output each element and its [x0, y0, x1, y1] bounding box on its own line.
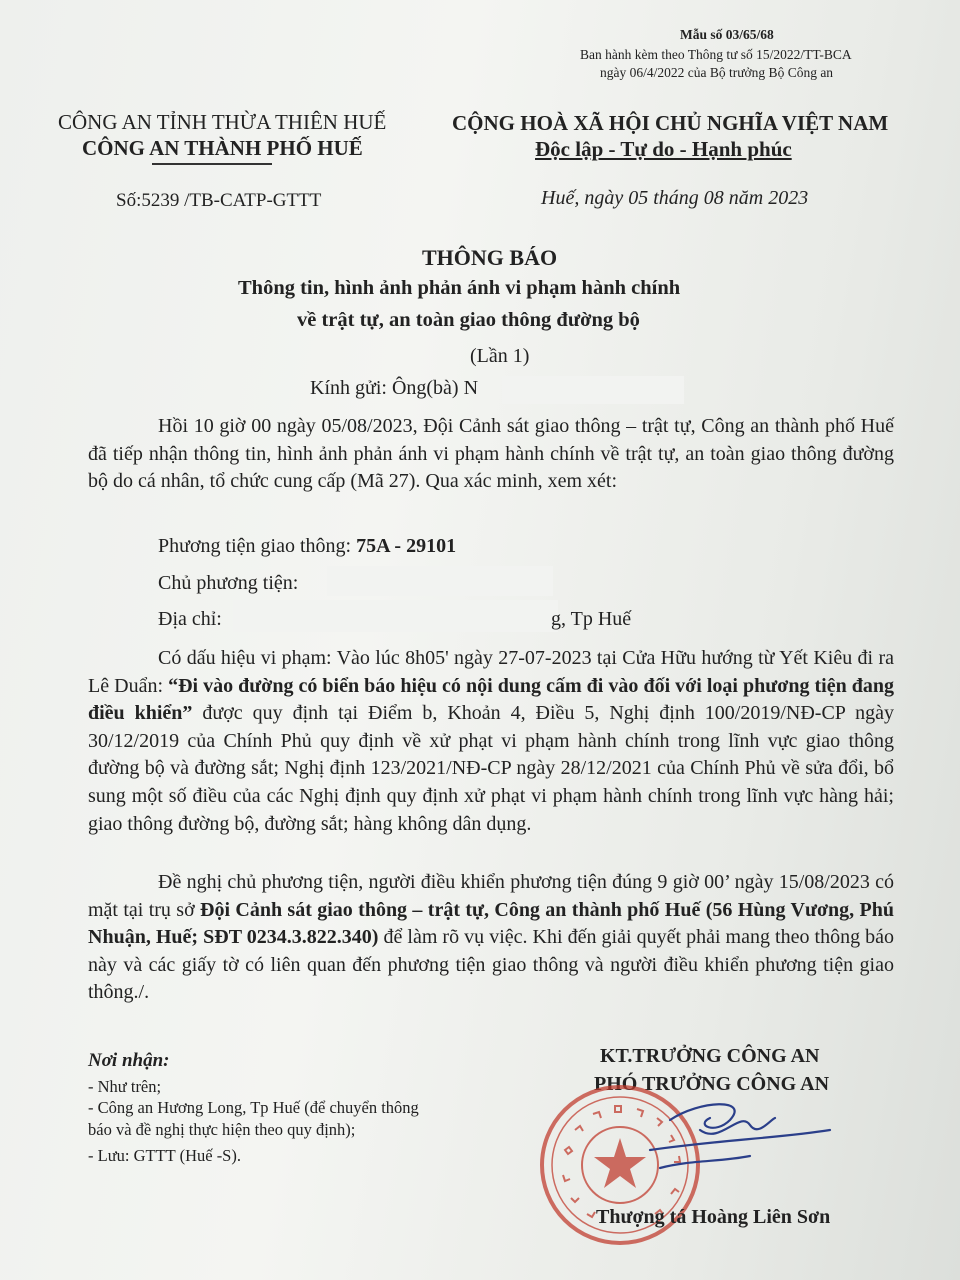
redaction-address: [233, 600, 558, 632]
signer-role-2: PHÓ TRƯỞNG CÔNG AN: [594, 1073, 830, 1095]
owner-label: Chủ phương tiện:: [158, 572, 299, 594]
address-label: Địa chỉ:: [158, 608, 222, 630]
agency-underline: [152, 163, 272, 165]
vehicle-line: Phương tiện giao thông: 75A - 29101: [158, 535, 457, 557]
agency-parent: CÔNG AN TỈNH THỪA THIÊN HUẾ: [58, 110, 387, 134]
document-number: Số:5239 /TB-CATP-GTTT: [116, 190, 322, 211]
form-issued-line2: ngày 06/4/2022 của Bộ trưởng Bộ Công an: [600, 65, 834, 80]
notice-round: (Lần 1): [470, 345, 530, 367]
address-tail: g, Tp Huế: [551, 608, 632, 630]
form-issued-line1: Ban hành kèm theo Thông tư số 15/2022/TT-BCA: [580, 47, 852, 62]
recipients-title: Nơi nhận:: [88, 1050, 170, 1071]
nation-title: CỘNG HOÀ XÃ HỘI CHỦ NGHĨA VIỆT NAM: [452, 111, 889, 135]
office-address: Đội Cảnh sát giao thông – trật tự, Công an thành phố Huế (56 Hùng Vương, Phú Nhuận, Huế; SĐT 0234.3.822.340): [88, 898, 894, 949]
recipient-item-4: - Lưu: GTTT (Huế -S).: [88, 1146, 241, 1165]
signer-name: Thượng tá Hoàng Liên Sơn: [596, 1206, 831, 1228]
notice-title: THÔNG BÁO: [422, 245, 558, 270]
place-date: Huế, ngày 05 tháng 08 năm 2023: [541, 187, 809, 209]
nation-motto: Độc lập - Tự do - Hạnh phúc: [535, 137, 792, 161]
notice-subtitle-1: Thông tin, hình ảnh phản ánh vi phạm hành chính: [238, 277, 681, 299]
form-code: Mẫu số 03/65/68: [680, 27, 774, 42]
notice-subtitle-2: về trật tự, an toàn giao thông đường bộ: [297, 309, 640, 331]
request-paragraph: Đề nghị chủ phương tiện, người điều khiển phương tiện đúng 9 giờ 00’ ngày 15/08/2023 có mặt tại trụ sở Đội Cảnh sát giao thông – trật tự, Công an thành phố Huế (56 Hùng Vương, Phú Nhuận, Huế; SĐT 0234.3.822.340) để làm rõ vụ việc. Khi đến giải quyết phải mang theo thông báo này và các giấy tờ có liên quan đến phương tiện giao thông và người điều khiển phương tiện giao thông./.: [88, 871, 895, 1004]
redaction-owner: [327, 566, 553, 596]
recipient-line: Kính gửi: Ông(bà) N: [310, 377, 479, 399]
handwritten-signature-icon: [600, 1090, 860, 1200]
redaction-recipient: [502, 376, 684, 404]
recipient-item-2: - Công an Hương Long, Tp Huế (để chuyển thông: [88, 1098, 419, 1117]
violation-description: “Đi vào đường có biển báo hiệu có nội dung cấm đi vào đối với loại phương tiện đang điều khiển”: [88, 674, 894, 725]
recipient-item-1: - Như trên;: [88, 1077, 162, 1096]
agency-name: CÔNG AN THÀNH PHỐ HUẾ: [82, 136, 363, 160]
vehicle-plate: 75A - 29101: [356, 535, 457, 557]
signer-role-1: KT.TRƯỞNG CÔNG AN: [600, 1045, 820, 1067]
intro-paragraph: Hồi 10 giờ 00 ngày 05/08/2023, Đội Cảnh sát giao thông – trật tự, Công an thành phố Huế đã tiếp nhận thông tin, hình ảnh phản ánh vi phạm hành chính về trật tự, an toàn giao thông đường bộ do cá nhân, tổ chức cung cấp (Mã 27). Qua xác minh, xem xét:: [88, 415, 894, 493]
violation-paragraph: Có dấu hiệu vi phạm: Vào lúc 8h05' ngày 27-07-2023 tại Cửa Hữu hướng từ Yết Kiêu đi ra Lê Duẩn: “Đi vào đường có biển báo hiệu có nội dung cấm đi vào đối với loại phương tiện đang điều khiển” được quy định tại Điểm b, Khoản 4, Điều 5, Nghị định 100/2019/NĐ-CP ngày 30/12/2019 của Chính Phủ quy định về xử phạt vi phạm hành chính trong lĩnh vực giao thông đường bộ và đường sắt; Nghị định 123/2021/NĐ-CP ngày 28/12/2021 của Chính Phủ về sửa đổi, bổ sung một số điều của các Nghị định quy định xử phạt vi phạm hành chính trong lĩnh vực hàng hải; giao thông đường bộ, đường sắt; hàng không dân dụng.: [88, 647, 894, 835]
recipient-item-3: báo và đề nghị thực hiện theo quy định);: [88, 1120, 356, 1139]
